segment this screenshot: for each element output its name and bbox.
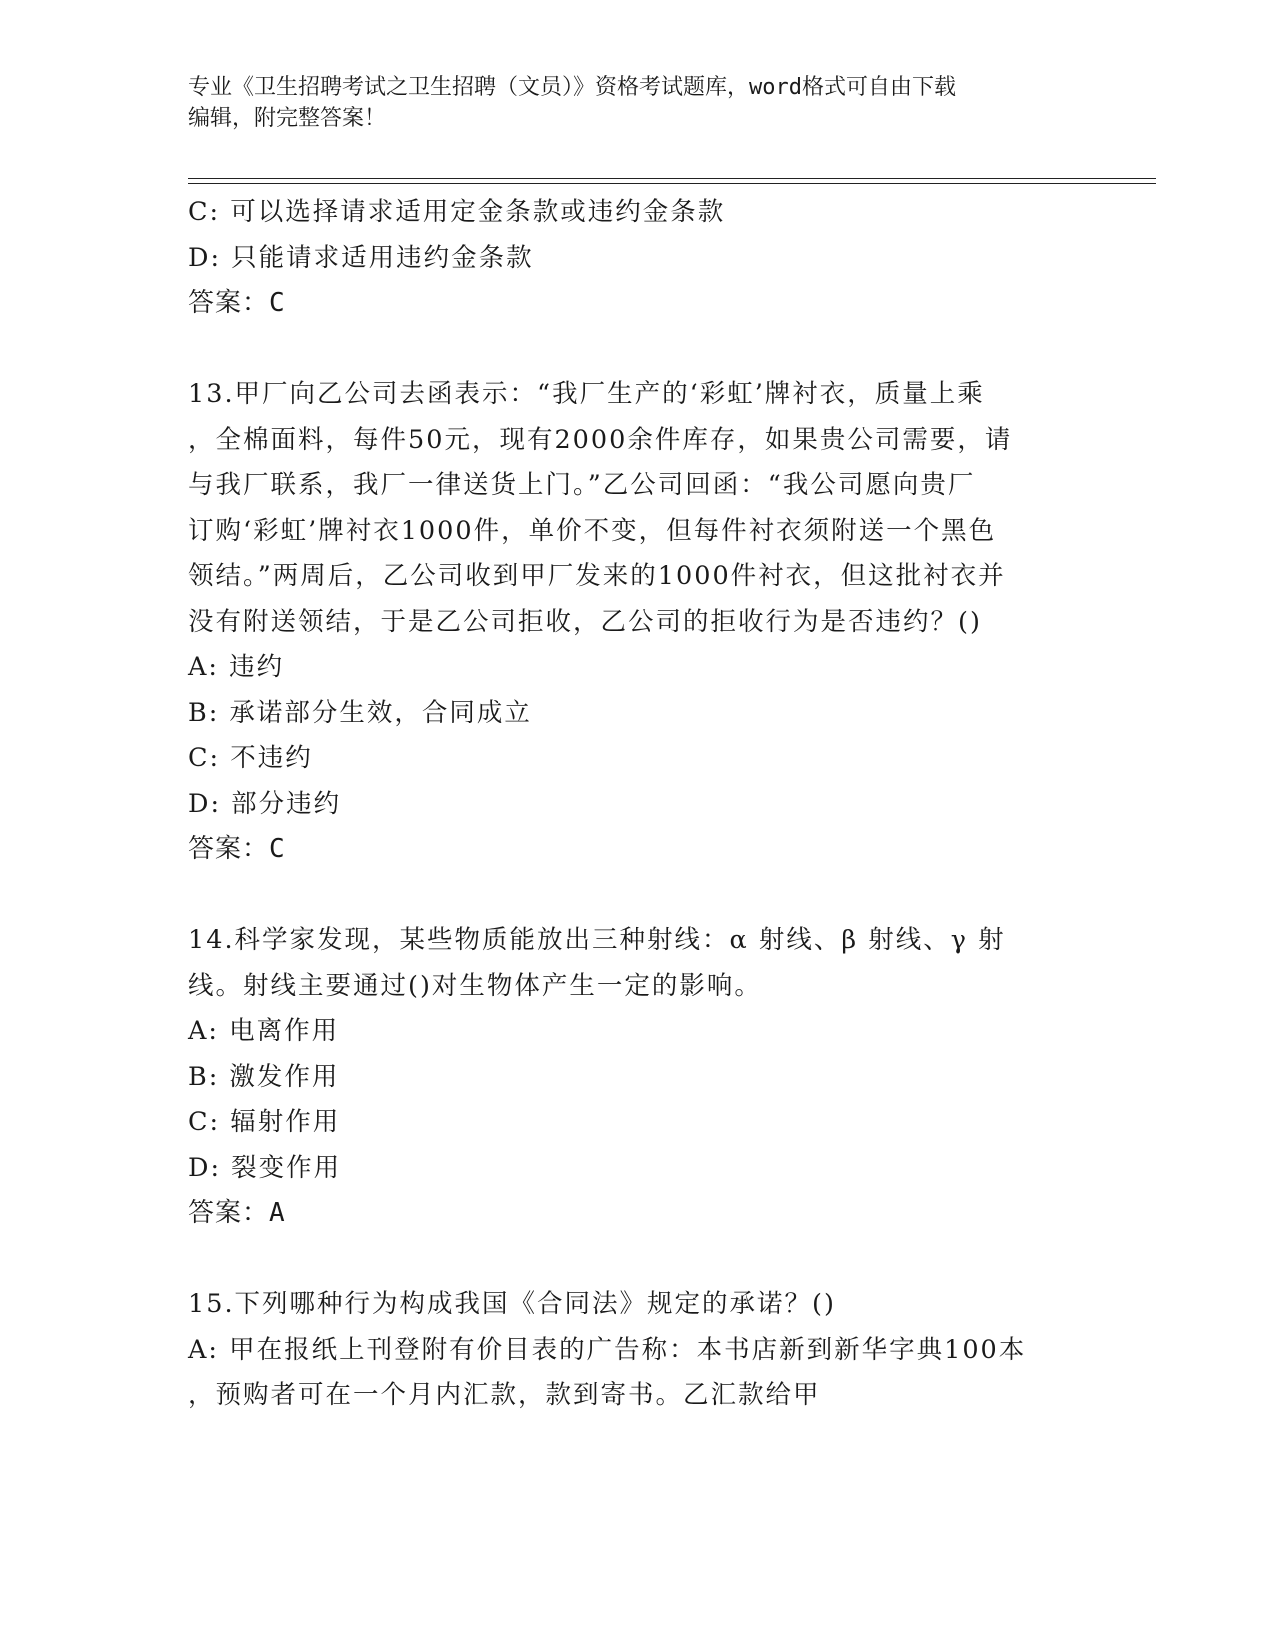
header-divider-top [188,178,1156,179]
spacer [188,327,1088,373]
answer-value: C [269,834,286,864]
question-text-line: 15.下列哪种行为构成我国《合同法》规定的承诺？() [188,1289,836,1319]
question-text-line: 与我厂联系，我厂一律送货上门。”乙公司回函：“我公司愿向贵厂 [188,470,976,500]
option-c: C: 不违约 [188,743,313,773]
header-divider-bottom [188,183,1156,184]
option-a: A: 违约 [188,652,285,682]
answer-value: C [269,288,286,318]
question-14 [188,918,1088,1237]
option-b: B: 激发作用 [188,1061,340,1092]
answer-label: 答案： [188,288,270,318]
header-line-2: 编辑，附完整答案！ [188,106,387,131]
question-text-line: 订购‘彩虹’牌衬衣1000件，单价不变，但每件衬衣须附送一个黑色 [188,515,997,546]
question-text-line: 13.甲厂向乙公司去函表示：“我厂生产的‘彩虹’牌衬衣，质量上乘 [188,379,985,409]
question-text-line: 14.科学家发现，某些物质能放出三种射线：α 射线、β 射线、γ 射 [188,925,1006,955]
spacer [188,873,1088,919]
header-line-1: 专业《卫生招聘考试之卫生招聘（文员）》资格考试题库，word格式可自由下载 [188,75,956,100]
answer-value: A [269,1198,286,1228]
spacer [188,1237,1088,1283]
page-header [188,72,1068,134]
question-content [188,190,1088,1419]
question-15 [188,1282,1088,1419]
question-text-line: 领结。”两周后，乙公司收到甲厂发来的1000件衬衣，但这批衬衣并 [188,561,1006,591]
option-d: D: 裂变作用 [188,1152,342,1183]
option-d: D: 只能请求适用违约金条款 [188,242,534,273]
option-a: A: 甲在报纸上刊登附有价目表的广告称：本书店新到新华字典100本 [188,1334,1027,1365]
option-a: A: 电离作用 [188,1016,340,1046]
option-c: C: 辐射作用 [188,1107,341,1137]
answer-label: 答案： [188,1198,270,1228]
answer [188,827,1088,873]
option-b: B: 承诺部分生效，合同成立 [188,697,532,728]
option-a-continued: ，预购者可在一个月内汇款，款到寄书。乙汇款给甲 [188,1380,821,1410]
answer [188,1191,1088,1237]
option-d: D: 部分违约 [188,788,342,819]
answer-label: 答案： [188,834,270,864]
question-text-line: 线。射线主要通过()对生物体产生一定的影响。 [188,970,762,1001]
question-text-line: ，全棉面料，每件50元，现有2000余件库存，如果贵公司需要，请 [188,424,1013,455]
answer [188,281,1088,327]
question-13 [188,372,1088,873]
question-text-line: 没有附送领结，于是乙公司拒收，乙公司的拒收行为是否违约？() [188,606,982,637]
option-c: C: 可以选择请求适用定金条款或违约金条款 [188,197,726,227]
